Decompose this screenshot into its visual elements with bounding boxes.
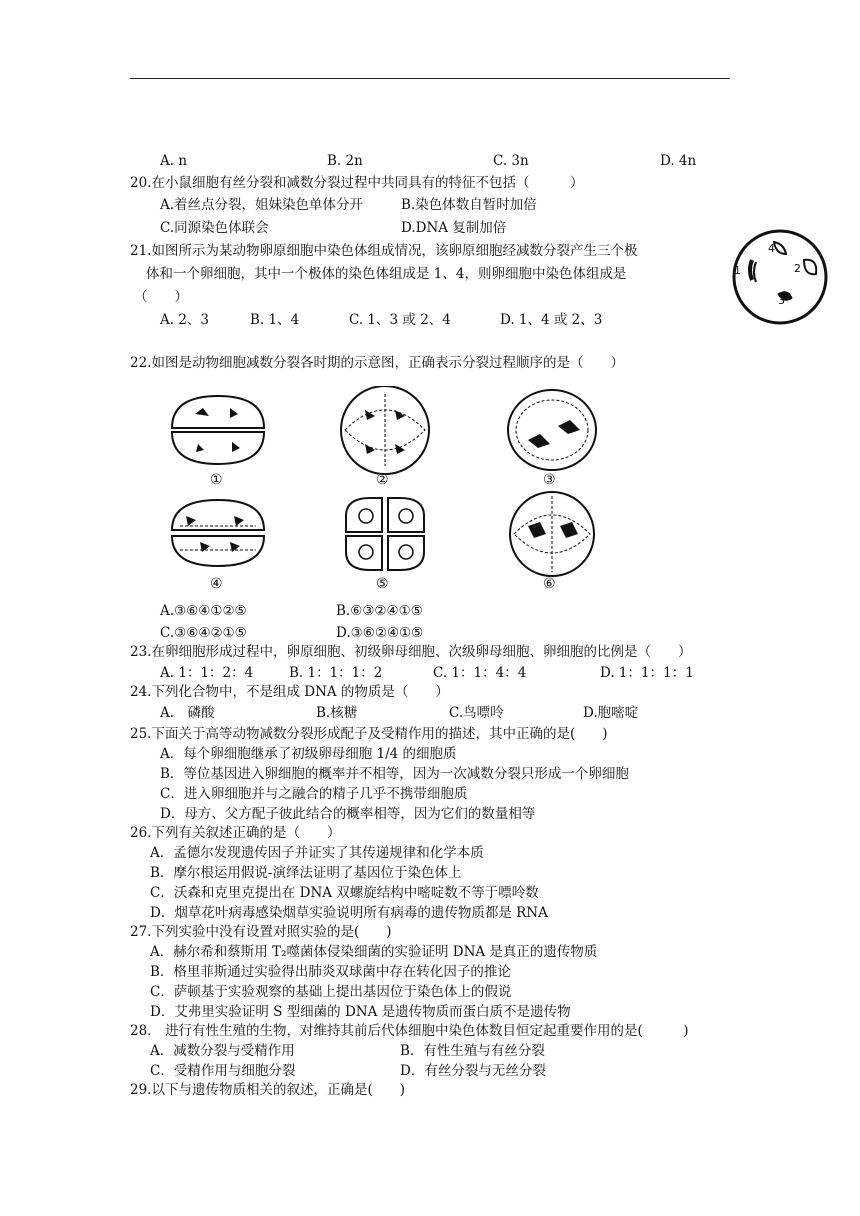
q28-option-d: D．有丝分裂与无丝分裂 bbox=[400, 1063, 546, 1079]
q23-option-c: C. 1：1：4：4 bbox=[433, 665, 527, 681]
cell-label-2: ② bbox=[376, 472, 389, 488]
q25-option-b: B．等位基因进入卵细胞的概率并不相等，因为一次减数分裂只形成一个卵细胞 bbox=[160, 766, 629, 782]
cell-label-6: ⑥ bbox=[543, 576, 556, 592]
q26-option-c: C．沃森和克里克提出在 DNA 双螺旋结构中嘧啶数不等于嘌呤数 bbox=[150, 885, 539, 901]
q20-option-b: B.染色体数自暂时加倍 bbox=[401, 197, 537, 213]
q21-stem-line1: 21.如图所示为某动物卵原细胞中染色体组成情况，该卵原细胞经减数分裂产生三个极 bbox=[130, 243, 638, 259]
q21-figure-label-3: 3 bbox=[778, 294, 785, 307]
q19-option-d: D. 4n bbox=[660, 153, 697, 169]
q20-option-c: C.同源染色体联会 bbox=[160, 220, 269, 236]
q19-option-a: A. n bbox=[160, 153, 188, 169]
q24-option-b: B.核糖 bbox=[316, 705, 358, 721]
q25-option-c: C．进入卵细胞并与之融合的精子几乎不携带细胞质 bbox=[160, 786, 468, 802]
q20-option-a: A.着丝点分裂，姐妹染色单体分开 bbox=[160, 197, 364, 213]
q25-option-a: A．每个卵细胞继承了初级卵母细胞 1/4 的细胞质 bbox=[160, 746, 457, 762]
cell-2 bbox=[341, 386, 429, 488]
q22-option-c: C.③⑥④②①⑤ bbox=[160, 625, 247, 641]
q23-option-a: A. 1：1：2：4 bbox=[160, 665, 254, 681]
q25-option-d: D．母方、父方配子彼此结合的概率相等，因为它们的数量相等 bbox=[160, 806, 536, 822]
q24-option-a: A. 磷酸 bbox=[160, 705, 215, 721]
q21-stem-line2: 体和一个卵细胞，其中一个极体的染色体组成是 1、4，则卵细胞中染色体组成是 bbox=[146, 266, 627, 282]
q23-stem: 23.在卵细胞形成过程中，卵原细胞、初级卵母细胞、次级卵母细胞、卵细胞的比例是（ ） bbox=[130, 644, 692, 660]
q20-option-d: D.DNA 复制加倍 bbox=[401, 220, 507, 236]
q24-stem: 24.下列化合物中，不是组成 DNA 的物质是（ ） bbox=[130, 684, 449, 700]
header-rule bbox=[130, 78, 730, 79]
q21-option-b: B. 1、4 bbox=[250, 312, 300, 328]
q27-option-c: C．萨顿基于实验观察的基础上提出基因位于染色体上的假说 bbox=[150, 984, 512, 1000]
cell-label-3: ③ bbox=[543, 472, 556, 488]
q22-option-a: A.③⑥④①②⑤ bbox=[160, 603, 247, 619]
q21-option-c: C. 1、3 或 2、4 bbox=[349, 312, 451, 328]
q21-figure-label-2: 2 bbox=[794, 262, 801, 275]
cell-3 bbox=[508, 390, 596, 488]
q21-option-d: D. 1、4 或 2、3 bbox=[500, 312, 603, 328]
q21-figure-label-4: 4 bbox=[768, 242, 775, 255]
q26-option-d: D．烟草花叶病毒感染烟草实验说明所有病毒的遗传物质都是 RNA bbox=[150, 905, 548, 921]
q21-option-a: A. 2、3 bbox=[160, 312, 210, 328]
q22-option-b: B.⑥③②④①⑤ bbox=[336, 603, 423, 619]
q28-stem: 28. 进行有性生殖的生物，对维持其前后代体细胞中染色体数目恒定起重要作用的是( ) bbox=[130, 1023, 689, 1039]
q27-option-b: B．格里菲斯通过实验得出肺炎双球菌中存在转化因子的推论 bbox=[150, 964, 511, 980]
cell-1 bbox=[172, 396, 264, 488]
q19-option-b: B. 2n bbox=[327, 153, 363, 169]
q26-stem: 26.下列有关叙述正确的是（ ） bbox=[130, 825, 341, 841]
q26-option-b: B．摩尔根运用假说-演绎法证明了基因位于染色体上 bbox=[150, 865, 462, 881]
q21-stem-line3: （ ） bbox=[134, 289, 188, 305]
cell-4 bbox=[172, 500, 264, 592]
cell-5 bbox=[346, 498, 424, 592]
cell-6 bbox=[510, 492, 594, 592]
q24-option-d: D.胞嘧啶 bbox=[583, 705, 639, 721]
q19-option-c: C. 3n bbox=[493, 153, 529, 169]
q27-option-a: A．赫尔希和蔡斯用 T₂噬菌体侵染细菌的实验证明 DNA 是真正的遗传物质 bbox=[150, 944, 598, 960]
q22-figure bbox=[150, 386, 620, 600]
cell-label-1: ① bbox=[210, 472, 223, 488]
q28-option-a: A．减数分裂与受精作用 bbox=[150, 1043, 295, 1059]
cell-label-5: ⑤ bbox=[376, 576, 389, 592]
q21-figure-label-1: 1 bbox=[734, 264, 741, 277]
q23-option-b: B. 1：1：1：2 bbox=[289, 665, 383, 681]
q25-stem: 25.下面关于高等动物减数分裂形成配子及受精作用的描述，其中正确的是( ) bbox=[130, 726, 608, 742]
q22-stem: 22.如图是动物细胞减数分裂各时期的示意图，正确表示分裂过程顺序的是（ ） bbox=[130, 355, 624, 371]
q20-stem: 20.在小鼠细胞有丝分裂和减数分裂过程中共同具有的特征不包括（ ） bbox=[130, 175, 584, 191]
q26-option-a: A．孟德尔发现遗传因子并证实了其传递规律和化学本质 bbox=[150, 845, 484, 861]
q28-option-b: B．有性生殖与有丝分裂 bbox=[400, 1043, 545, 1059]
q29-stem: 29.以下与遗传物质相关的叙述，正确是( ) bbox=[130, 1082, 406, 1098]
q22-option-d: D.③⑥②④①⑤ bbox=[336, 625, 424, 641]
cell-label-4: ④ bbox=[210, 576, 223, 592]
q23-option-d: D. 1：1：1：1 bbox=[600, 665, 694, 681]
q27-stem: 27.下列实验中没有设置对照实验的是( ) bbox=[130, 924, 392, 940]
q27-option-d: D．艾弗里实验证明 S 型细菌的 DNA 是遗传物质而蛋白质不是遗传物 bbox=[150, 1004, 571, 1020]
q28-option-c: C．受精作用与细胞分裂 bbox=[150, 1063, 296, 1079]
q24-option-c: C.鸟嘌呤 bbox=[449, 705, 504, 721]
q21-cell-figure bbox=[728, 222, 832, 330]
